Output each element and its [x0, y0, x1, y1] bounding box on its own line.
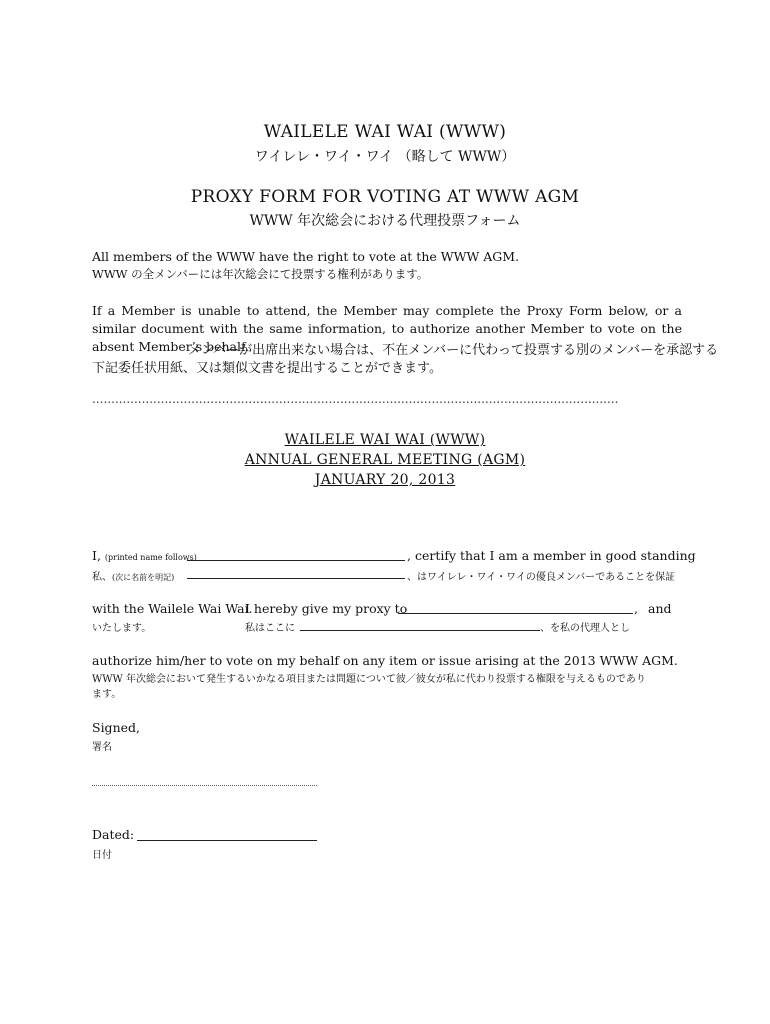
line2-jp-a: いたします。 — [92, 623, 152, 634]
dated-label: Dated: — [92, 827, 135, 842]
separator: .......................................................................................................................................... — [92, 392, 619, 406]
rights-text: All members of the WWW have the right to vote at the WWW AGM. — [92, 249, 520, 264]
signed-label-jp: 署名 — [92, 742, 112, 753]
line1-suffix: , certify that I am a member in good standing — [407, 548, 696, 563]
meeting-date: JANUARY 20, 2013 — [314, 472, 456, 488]
org-title: WAILELE WAI WAI (WWW) — [263, 122, 507, 142]
line2-b: I hereby give my proxy to — [245, 601, 408, 616]
dated-label-jp: 日付 — [92, 850, 112, 861]
rights-text-jp: WWW の全メンバーには年次総会にて投票する権利があります。 — [92, 267, 429, 281]
meeting-org: WAILELE WAI WAI (WWW) — [284, 432, 486, 448]
form-title: PROXY FORM FOR VOTING AT WWW AGM — [190, 187, 580, 207]
member-name-line-jp[interactable] — [187, 578, 405, 579]
proxy-explanation-jp-2: 下記委任状用紙、又は類似文書を提出することができます。 — [92, 361, 442, 376]
line2-comma: , — [634, 601, 638, 616]
authorization-text-jp-2: ます。 — [92, 689, 122, 700]
line2-and: and — [648, 601, 672, 616]
line2-jp-b: 私はここに — [245, 623, 295, 634]
form-title-jp: WWW 年次総会における代理投票フォーム — [249, 213, 521, 229]
proxy-name-line-jp[interactable] — [300, 630, 540, 631]
org-title-jp: ワイレレ・ワイ・ワイ （略して WWW） — [254, 149, 516, 165]
authorization-text-jp-1: WWW 年次総会において発生するいかなる項目または問題について彼／彼女が私に代わり投票する権限を与えるものであり — [92, 674, 646, 685]
line2-jp-suffix: 、を私の代理人とし — [540, 623, 630, 634]
proxy-explanation-jp-1: メンバーが出席出来ない場合は、不在メンバーに代わって投票する別のメンバーを承認する — [188, 343, 719, 358]
proxy-explanation: If a Member is unable to attend, the Member may complete the Proxy Form below, or a similar document with the same information, to authorize another Member to vote on the absent Member’s behalf. — [92, 303, 682, 354]
line1-prefix: I, (printed name follows) — [92, 548, 197, 563]
line2-a: with the Wailele Wai Wai. — [92, 601, 253, 616]
line1-jp-suffix: 、はワイレレ・ワイ・ワイの優良メンバーであることを保証 — [407, 572, 676, 583]
proxy-name-line[interactable] — [398, 613, 633, 614]
signature-line[interactable] — [92, 785, 317, 786]
line1-jp-prefix: 私、(次に名前を明記) — [92, 572, 175, 583]
member-name-line[interactable] — [187, 560, 405, 561]
meeting-name: ANNUAL GENERAL MEETING (AGM) — [244, 452, 526, 468]
signed-label: Signed, — [92, 720, 140, 735]
date-line[interactable] — [137, 840, 317, 841]
printed-name-hint: (printed name follows) — [104, 553, 197, 562]
authorization-text: authorize him/her to vote on my behalf on any item or issue arising at the 2013 WWW AGM. — [92, 653, 678, 668]
